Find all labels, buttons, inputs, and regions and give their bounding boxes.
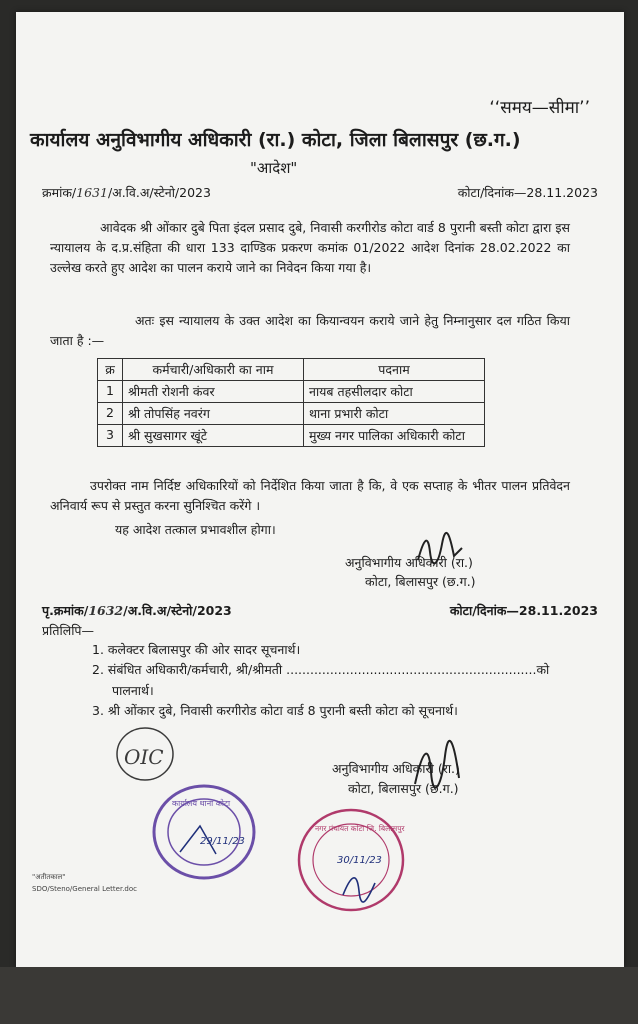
signatory-place-2: कोटा, बिलासपुर (छ.ग.) [348,781,459,796]
table-cell: मुख्य नगर पालिका अधिकारी कोटा [304,425,485,447]
table-row [98,425,485,447]
stamp-date: 30/11/23 [337,855,382,866]
place-date-1: कोटा/दिनांक—28.11.2023 [457,185,598,200]
table-row [98,403,485,425]
order-title: "आदेश" [250,159,298,177]
copy-item: 2. संबंधित अधिकारी/कर्मचारी, श्री/श्रीमती ...............................................................को [92,662,550,677]
table-header-row [98,359,485,381]
table-header: कर्मचारी/अधिकारी का नाम [123,359,304,381]
reference-number-2 [42,602,232,619]
stamp-date: 29/11/23 [200,836,245,847]
place-date-2: कोटा/दिनांक—28.11.2023 [449,603,598,618]
oic-annotation-text: OIC [124,745,164,769]
paragraph-application: आवेदक श्री ओंकार दुबे पिता इंदल प्रसाद दुबे, निवासी करगीरोड कोटा वार्ड 8 पुरानी बस्ती कोटा द्वारा इस न्यायालय के द.प्र.संहिता की धारा 133 दाण्डिक प्रकरण कमांक 01/2022 आदेश दिनांक 28.02.2022 का उल्लेख करते हुए आदेश का पालन कराये जाने का निवेदन किया गया है। [50,220,570,275]
handwritten-ref-number: 1631 [76,185,108,200]
signatory-title-2: अनुविभागीय अधिकारी (रा.) [332,761,460,776]
table-cell: 2 [98,403,123,425]
table-cell: श्री सुखसागर खूंटे [123,425,304,447]
handwritten-ref-number: 1632 [88,603,124,618]
table-cell: 3 [98,425,123,447]
paragraph-effective: यह आदेश तत्काल प्रभावशील होगा। [115,522,276,537]
ref-suffix: /अ.वि.अ/स्टेनो/2023 [107,185,211,200]
table-cell: थाना प्रभारी कोटा [304,403,485,425]
table-cell: 1 [98,381,123,403]
officers-table [97,358,485,447]
table-cell: श्रीमती रोशनी कंवर [123,381,304,403]
table-cell: नायब तहसीलदार कोटा [304,381,485,403]
footer-note: "अतीतकाल" [32,873,66,881]
oic-annotation-icon [112,720,180,788]
copy-to-label: प्रतिलिपि— [42,623,95,638]
office-title: कार्यालय अनुविभागीय अधिकारी (रा.) कोटा, जिला बिलासपुर (छ.ग.) [30,129,521,151]
copy-item: 1. कलेक्टर बिलासपुर की ओर सादर सूचनार्थ। [92,642,301,657]
table-header: क्र [98,359,123,381]
footer-filename: SDO/Steno/General Letter.doc [32,885,137,893]
police-station-stamp-icon [150,782,258,882]
municipal-stamp-icon [295,805,407,915]
table-row [98,381,485,403]
table-header: पदनाम [304,359,485,381]
copy-item-continuation: पालनार्थ। [112,683,154,698]
background-surface [0,967,638,1024]
ref-suffix: /अ.वि.अ/स्टेनो/2023 [123,603,232,618]
stamp-text: नगर पंचायत कोटा जि. बिलासपुर [315,824,405,833]
deadline-label: ‘‘समय—सीमा’’ [489,98,590,118]
signatory-title-1: अनुविभागीय अधिकारी (रा.) [345,555,473,570]
paragraph-directive: उपरोक्त नाम निर्दिष्ट अधिकारियों को निर्देशित किया जाता है कि, वे एक सप्ताह के भीतर पालन प्रतिवेदन अनिवार्य रूप से प्रस्तुत करना सुनिश्चित करेंगे । [50,478,570,513]
ref-prefix: क्रमांक/ [42,185,77,200]
paragraph-team-formation: अतः इस न्यायालय के उक्त आदेश का कियान्वयन कराये जाने हेतु निम्नानुसार दल गठित किया जाता है :— [50,313,570,348]
table-cell: श्री तोपसिंह नवरंग [123,403,304,425]
reference-number-1 [42,184,211,201]
signatory-place-1: कोटा, बिलासपुर (छ.ग.) [365,574,476,589]
ref-prefix: पृ.क्रमांक/ [42,603,89,618]
copy-item: 3. श्री ओंकार दुबे, निवासी करगीरोड कोटा वार्ड 8 पुरानी बस्ती कोटा को सूचनार्थ। [92,703,458,718]
stamp-text: कार्यालय थाना कोटा [172,799,231,808]
